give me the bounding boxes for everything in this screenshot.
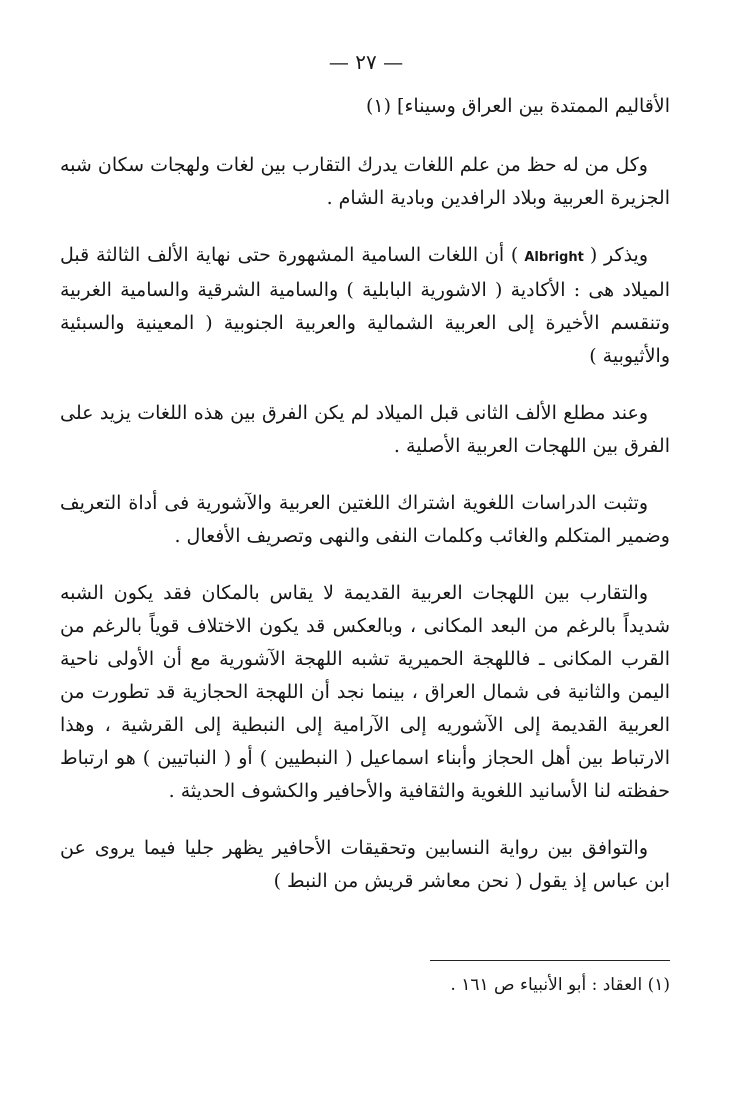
- paragraph-linguistic-studies: وتثبت الدراسات اللغوية اشتراك اللغتين العربية والآشورية فى أداة التعريف وضمير المتكلم والغائب وكلمات النفى والنهى وتصريف الأفعال .: [60, 492, 670, 547]
- body-text: [60, 90, 670, 922]
- albright-text-after: ) أن اللغات السامية المشهورة حتى نهاية الألف الثالثة قبل الميلاد هى : الأكادية ( الاشورية البابلية ) والسامية الشرقية والسامية الغربية وتنقسم الأخيرة إلى العربية الشمالية والعربية الجنوبية ( المعينية والسبئية والأثيوبية ): [60, 244, 670, 367]
- albright-name: Albright: [524, 250, 584, 265]
- footnote-divider: [430, 960, 670, 961]
- albright-text-before: ويذكر (: [589, 244, 649, 266]
- page-number: — ٢٧ —: [328, 50, 404, 74]
- footnote: (١) العقاد : أبو الأنبياء ص ١٦١ .: [450, 975, 670, 995]
- paragraph-languages-proximity: وكل من له حظ من علم اللغات يدرك التقارب بين لغات ولهجات سكان شبه الجزيرة العربية وبلاد الرافدين وبادية الشام .: [60, 154, 670, 209]
- paragraph-continuation: الأقاليم الممتدة بين العراق وسيناء] (١): [365, 95, 670, 117]
- paragraph-albright: [60, 239, 670, 373]
- paragraph-genealogists: والتوافق بين رواية النسابين وتحقيقات الأحافير يظهر جليا فيما يروى عن ابن عباس إذ يقول ( نحن معاشر قريش من النبط ): [60, 837, 670, 892]
- paragraph-dialect-proximity: والتقارب بين اللهجات العربية القديمة لا يقاس بالمكان فقد يكون الشبه شديداً بالرغم من البعد المكانى ، وبالعكس قد يكون الاختلاف قوياً بالرغم من القرب المكانى ـ فاللهجة الحميرية تشبه اللهجة الآشورية مع أن الأولى ناحية اليمن والثانية فى شمال العراق ، بينما نجد أن اللهجة الحجازية قد تطورت من العربية القديمة إلى الآشوريه إلى الآرامية إلى النبطية إلى القرشية ، وهذا الارتباط بين أهل الحجاز وأبناء اسماعيل ( النبطيين ) أو ( النباتيين ) هو ارتباط حفظته لنا الأسانيد اللغوية والثقافية والأحافير والكشوف الحديثة .: [60, 582, 670, 802]
- paragraph-second-millennium: وعند مطلع الألف الثانى قبل الميلاد لم يكن الفرق بين هذه اللغات يزيد على الفرق بين اللهجات العربية الأصلية .: [60, 402, 670, 457]
